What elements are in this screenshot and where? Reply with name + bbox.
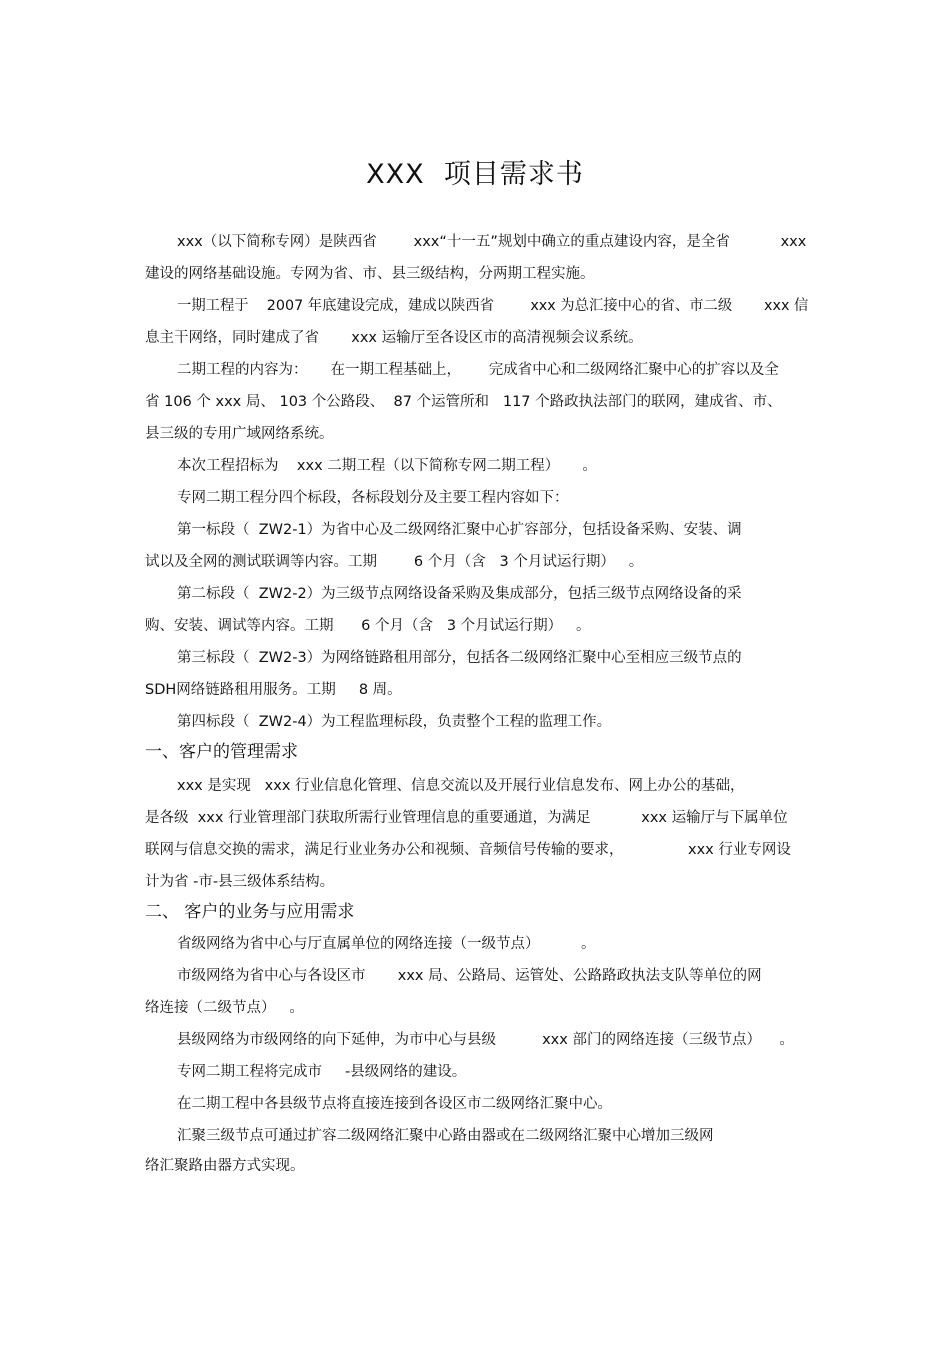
- body-line: 第三标段（ ZW2-3）为网络链路租用部分，包括各二级网络汇聚中心至相应三级节点的: [177, 650, 742, 666]
- body-line: 第二标段（ ZW2-2）为三级节点网络设备采购及集成部分，包括三级节点网络设备的采: [177, 586, 742, 602]
- section-heading: 二、 客户的业务与应用需求: [145, 902, 355, 922]
- body-line: 购、安装、调试等内容。工期 6 个月（含 3 个月试运行期） 。: [145, 618, 591, 634]
- body-line: SDH网络链路租用服务。工期 8 周。: [145, 682, 402, 698]
- body-line: 试以及全网的测试联调等内容。工期 6 个月（含 3 个月试运行期） 。: [145, 554, 644, 570]
- body-line: 省 106 个 xxx 局、 103 个公路段、 87 个运管所和 117 个路政执法部门的联网，建成省、市、: [145, 394, 782, 410]
- body-line: 专网二期工程将完成市 -县级网络的建设。: [177, 1064, 467, 1080]
- section-heading: 一、客户的管理需求: [145, 742, 298, 762]
- body-line: 联网与信息交换的需求，满足行业业务办公和视频、音频信号传输的要求， xxx 行业专网设: [145, 842, 791, 858]
- body-line: 县三级的专用广域网络系统。: [145, 426, 334, 442]
- body-line: 息主干网络，同时建成了省 xxx 运输厅至各设区市的高清视频会议系统。: [145, 330, 643, 346]
- body-line: 县级网络为市级网络的向下延伸，为市中心与县级 xxx 部门的网络连接（三级节点） 。: [177, 1032, 794, 1048]
- body-line: xxx 是实现 xxx 行业信息化管理、信息交流以及开展行业信息发布、网上办公的基础，: [177, 778, 745, 794]
- body-line: 省级网络为省中心与厅直属单位的网络连接（一级节点） 。: [177, 936, 596, 952]
- body-line: 在二期工程中各县级节点将直接连接到各设区市二级网络汇聚中心。: [177, 1096, 612, 1112]
- body-line: xxx（以下简称专网）是陕西省 xxx“十一五”规划中确立的重点建设内容，是全省 xxx: [177, 234, 807, 250]
- body-line: 本次工程招标为 xxx 二期工程（以下简称专网二期工程） 。: [177, 458, 597, 474]
- body-line: 计为省 -市-县三级体系结构。: [145, 874, 335, 890]
- body-line: 二期工程的内容为： 在一期工程基础上， 完成省中心和二级网络汇聚中心的扩容以及全: [177, 362, 779, 378]
- body-line: 市级网络为省中心与各设区市 xxx 局、公路局、运管处、公路路政执法支队等单位的网: [177, 968, 762, 984]
- body-line: 一期工程于 2007 年底建设完成，建成以陕西省 xxx 为总汇接中心的省、市二级 xxx 信: [177, 298, 809, 314]
- body-line: 络汇聚路由器方式实现。: [145, 1158, 305, 1174]
- body-line: 汇聚三级节点可通过扩容二级网络汇聚中心路由器或在二级网络汇聚中心增加三级网: [177, 1128, 714, 1144]
- body-line: 建设的网络基础设施。专网为省、市、县三级结构，分两期工程实施。: [145, 266, 595, 282]
- body-line: 络连接（二级节点） 。: [145, 1000, 304, 1016]
- document-title: XXX 项目需求书: [366, 159, 584, 190]
- body-line: 专网二期工程分四个标段，各标段划分及主要工程内容如下：: [177, 490, 569, 506]
- body-line: 第四标段（ ZW2-4）为工程监理标段，负责整个工程的监理工作。: [177, 714, 612, 730]
- body-line: 是各级 xxx 行业管理部门获取所需行业管理信息的重要通道，为满足 xxx 运输厅与下属单位: [145, 810, 788, 826]
- body-line: 第一标段（ ZW2-1）为省中心及二级网络汇聚中心扩容部分，包括设备采购、安装、调: [177, 522, 742, 538]
